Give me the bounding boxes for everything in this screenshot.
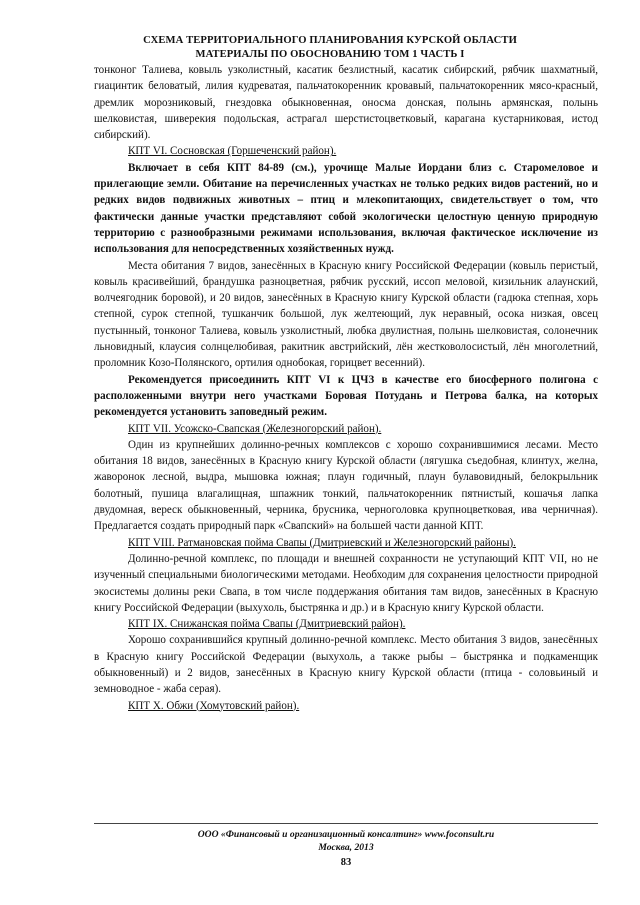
- heading-text: КПТ VI. Сосновская (Горшеченский район).: [128, 145, 337, 158]
- paragraph-kpt-7-description: Один из крупнейших долинно-речных комплексов с хорошо сохранившимися лесами. Место обитания 18 видов, занесённых в Красную книгу Курской области (лягушка съедобная, клинтух, желна, жаворонок лесной, выдра, мышовка южная; плаун годичный, плаун булавовидный, белокрыльник болотный, пушица влагалищная, шпажник тонкий, пальчатокоренник пятнистый, кошачья лапка двудомная, вереск обыкновенный, черника, брусника, черноголовка крупноцветковая, ива черничная). Предлагается создать природный парк «Свапский» на большей части данной КПТ.: [94, 438, 598, 533]
- paragraph-kpt-6-description: Включает в себя КПТ 84-89 (см.), урочище Малые Иордани близ с. Старомеловое и прилегающие земли. Обитание на перечисленных участках не только редких видов растений, но и редких видов подвижных животных – птиц и млекопитающих, свидетельствует о том, что фактически данные участки представляют собой экологически целостную ценную природную территорию с разнообразными режимами использования, включая фактическое исключение из использования для непосредственных хозяйственных нужд.: [94, 161, 598, 256]
- paragraph-kpt-8-description: Долинно-речной комплекс, по площади и внешней сохранности не уступающий КПТ VII, но не изученный специальными биологическими методами. Необходим для сохранения целостности природной экосистемы долины реки Свапа, в том числе поддержания обитания там видов, занесённых в Красную книгу Российской Федерации (выхухоль, быстрянка и др.) и в Красную книгу Курской области.: [94, 552, 598, 614]
- footer-company-line: ООО «Финансовый и организационный консалтинг» www.foconsult.ru: [197, 829, 495, 840]
- footer-divider: [94, 823, 598, 824]
- heading-text: КПТ X. Обжи (Хомутовский район).: [128, 699, 300, 712]
- heading-text: КПТ IX. Снижанская пойма Свапы (Дмитриевский район).: [128, 618, 406, 631]
- paragraph-continued-species-list: тонконог Талиева, ковыль узколистный, касатик безлистный, касатик сибирский, рябчик шахматный, гиацинтик беловатый, лилия кудреватая, пальчатокоренник кровавый, пальчатокоренник мясо-красный, дремлик морозниковый, гнездовка обыкновенная, оносма донская, полынь армянская, полынь шелковистая, шиверекия подольская, астрагал шерстистоцветковый, карагана кустарниковая, истод сибирский).: [94, 64, 598, 142]
- section-heading-kpt-9: [94, 616, 598, 632]
- heading-text: КПТ VIII. Ратмановская пойма Свапы (Дмитриевский и Железногорский районы).: [128, 536, 516, 549]
- footer-city-year: Москва, 2013: [318, 842, 374, 853]
- page-header: [60, 34, 600, 62]
- header-subtitle-line: МАТЕРИАЛЫ ПО ОБОСНОВАНИЮ ТОМ 1 ЧАСТЬ I: [195, 49, 465, 60]
- paragraph-kpt-6-habitats: Места обитания 7 видов, занесённых в Красную книгу Российской Федерации (ковыль перистый, ковыль красивейший, брандушка разноцветная, рябчик русский, иссоп меловой, кизильник алаунский, волчеягодник боровой), и 20 видов, занесённых в Красную книгу Курской области (гадюка степная, хорь степной, сурок степной, тушканчик большой, лук желтеющий, лук неравный, осока низкая, овсец пустынный, тонконог Талиева, ковыль узколистный, любка двулистная, полынь шелковистая, солонечник льновидный, клаусия солнцелюбивая, ракитник австрийский, лён жестковолосистый, лён многолетний, проломник Козо-Полянского, ортилия однобокая, горицвет весенний).: [94, 259, 598, 370]
- section-heading-kpt-6: [94, 143, 598, 159]
- section-heading-kpt-8: [94, 535, 598, 551]
- paragraph-kpt-6-recommendation: Рекомендуется присоединить КПТ VI к ЦЧЗ в качестве его биосферного полигона с расположенными внутри него участками Боровая Потудань и Петрова балка, на которых рекомендуется установить заповедный режим.: [94, 373, 598, 419]
- page-footer: [94, 828, 598, 854]
- paragraph-kpt-9-description: Хорошо сохранившийся крупный долинно-речной комплекс. Место обитания 3 видов, занесённых в Красную книгу Российской Федерации (выхухоль, а также рыбы – быстрянка и подкаменщик обыкновенный) и 2 видов, занесённых в Красную книгу Курской области (птица - соловьиный и земноводное - жаба серая).: [94, 634, 598, 696]
- section-heading-kpt-7: [94, 421, 598, 437]
- section-heading-kpt-10: [94, 698, 598, 714]
- heading-text: КПТ VII. Усожско-Свапская (Железногорский район).: [128, 422, 382, 435]
- page-number: 83: [340, 857, 352, 868]
- document-body: [94, 62, 598, 714]
- header-title-line: СХЕМА ТЕРРИТОРИАЛЬНОГО ПЛАНИРОВАНИЯ КУРСКОЙ ОБЛАСТИ: [143, 35, 517, 46]
